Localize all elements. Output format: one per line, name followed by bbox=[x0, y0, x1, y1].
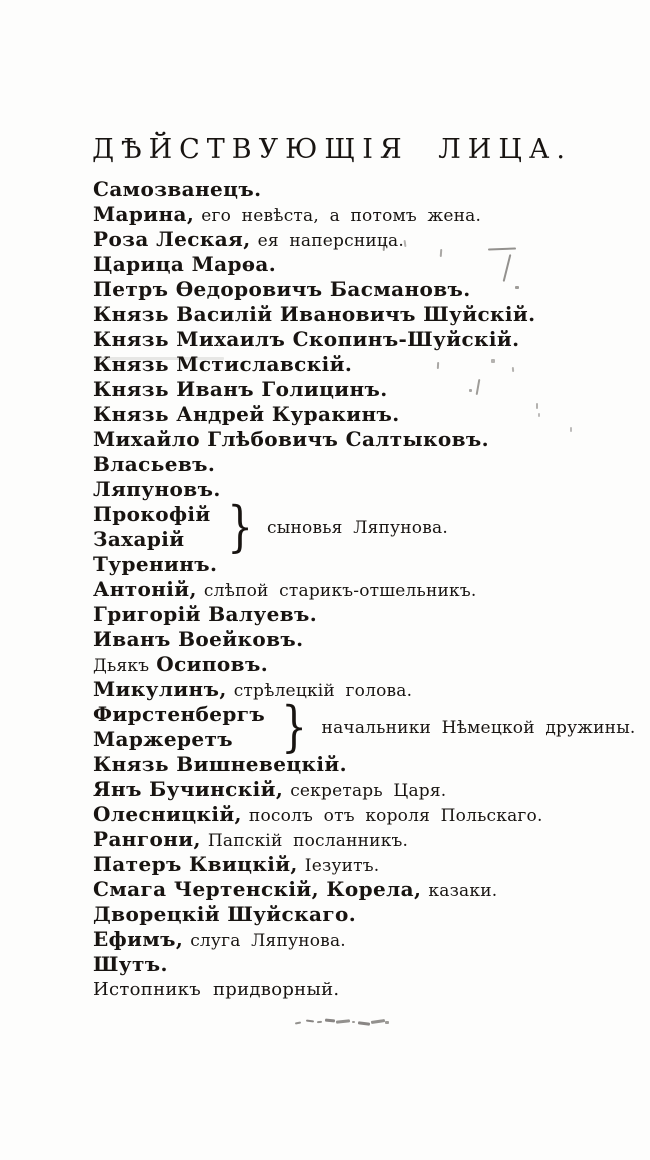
character-name: Григорій Валуевъ. bbox=[93, 602, 318, 626]
character-name: Антоній, bbox=[93, 577, 197, 601]
character-entry bbox=[93, 577, 613, 602]
character-desc: сыновья Ляпунова. bbox=[267, 518, 448, 538]
character-name: Князь Василій Ивановичъ Шуйскій. bbox=[93, 302, 536, 326]
character-entry bbox=[93, 302, 613, 327]
character-list bbox=[93, 177, 636, 1002]
character-name: Князь Иванъ Голицинъ. bbox=[93, 377, 388, 401]
character-name: Петръ Ѳедоровичъ Басмановъ. bbox=[93, 277, 471, 301]
character-desc: Папскій посланникъ. bbox=[207, 831, 409, 851]
character-desc: слуга Ляпунова. bbox=[190, 931, 346, 951]
scan-artifact bbox=[371, 1019, 385, 1024]
character-name: Истопникъ придворный. bbox=[93, 979, 340, 1000]
character-title-prefix: Дьякъ bbox=[93, 656, 150, 676]
character-name: Царица Марѳа. bbox=[93, 252, 277, 276]
character-entry bbox=[93, 377, 613, 402]
character-name: Янъ Бучинскій, bbox=[93, 777, 284, 801]
character-entry bbox=[93, 927, 613, 952]
character-entry bbox=[93, 327, 613, 352]
character-name: Олесницкій, bbox=[93, 802, 242, 826]
scan-artifact bbox=[336, 1019, 350, 1023]
group-brace: } bbox=[226, 495, 253, 558]
character-entry bbox=[93, 827, 613, 852]
scan-artifact bbox=[515, 286, 519, 289]
scan-artifact bbox=[94, 357, 224, 360]
scan-artifact bbox=[358, 1021, 370, 1025]
character-desc: Іезуитъ. bbox=[304, 856, 380, 876]
character-desc: секретарь Царя. bbox=[290, 781, 447, 801]
character-desc: ея наперсница. bbox=[257, 231, 404, 251]
character-group-names bbox=[93, 502, 211, 552]
character-entry bbox=[93, 402, 613, 427]
character-name: Иванъ Воейковъ. bbox=[93, 627, 304, 651]
scan-artifact bbox=[469, 389, 472, 392]
character-name: Ляпуновъ. bbox=[93, 477, 221, 501]
character-entry bbox=[93, 552, 613, 577]
scan-artifact bbox=[491, 359, 495, 363]
character-name: Осиповъ. bbox=[156, 652, 269, 676]
scan-artifact bbox=[437, 362, 439, 369]
character-name: Маржеретъ bbox=[93, 727, 234, 751]
scan-artifact bbox=[306, 1019, 314, 1022]
character-name: Шутъ. bbox=[93, 952, 168, 976]
character-name: Князь Андрей Куракинъ. bbox=[93, 402, 400, 426]
character-entry bbox=[93, 802, 613, 827]
character-entry bbox=[93, 677, 613, 702]
scan-artifact bbox=[385, 1021, 389, 1024]
character-entry bbox=[93, 627, 613, 652]
character-group-entry bbox=[93, 495, 613, 558]
character-entry bbox=[93, 952, 613, 977]
character-name: Князь Мстиславскій. bbox=[93, 352, 353, 376]
scan-artifact bbox=[538, 413, 540, 417]
character-group-entry bbox=[93, 695, 636, 758]
character-name: Дворецкій Шуйскаго. bbox=[93, 902, 357, 926]
character-desc: слѣпой старикъ-отшельникъ. bbox=[203, 581, 477, 601]
character-entry bbox=[93, 227, 613, 252]
character-name: Захарій bbox=[93, 527, 185, 551]
character-entry bbox=[93, 452, 613, 477]
character-name: Михайло Глѣбовичъ Салтыковъ. bbox=[93, 427, 490, 451]
character-entry bbox=[93, 202, 613, 227]
character-name: Фирстенбергъ bbox=[93, 702, 266, 726]
page-title: ДѢЙСТВУЮЩІЯ ЛИЦА. bbox=[92, 134, 572, 165]
character-name: Власьевъ. bbox=[93, 452, 216, 476]
character-entry bbox=[93, 277, 613, 302]
character-name: Князь Вишневецкій. bbox=[93, 752, 347, 776]
scan-artifact bbox=[325, 1018, 335, 1022]
character-entry bbox=[93, 777, 613, 802]
character-desc: казаки. bbox=[428, 881, 498, 901]
character-entry bbox=[93, 652, 613, 677]
character-group-names bbox=[93, 702, 265, 752]
character-name: Ефимъ, bbox=[93, 927, 184, 951]
character-desc: посолъ отъ короля Польскаго. bbox=[248, 806, 543, 826]
character-name: Туренинъ. bbox=[93, 552, 218, 576]
character-entry bbox=[93, 977, 613, 1002]
character-name: Рангони, bbox=[93, 827, 201, 851]
scan-artifact bbox=[570, 427, 572, 432]
character-desc: его невѣста, а потомъ жена. bbox=[201, 206, 482, 226]
character-name: Роза Леская, bbox=[93, 227, 251, 251]
character-name: Марина, bbox=[93, 202, 195, 226]
character-entry bbox=[93, 602, 613, 627]
character-name: Самозванецъ. bbox=[93, 177, 262, 201]
scan-artifact bbox=[352, 1021, 355, 1023]
character-entry bbox=[93, 852, 613, 877]
character-entry bbox=[93, 877, 613, 902]
character-entry bbox=[93, 427, 613, 452]
character-entry bbox=[93, 252, 613, 277]
scan-artifact bbox=[512, 367, 514, 372]
scan-artifact bbox=[317, 1021, 322, 1023]
character-name: Патеръ Квицкій, bbox=[93, 852, 298, 876]
character-desc: стрѣлецкій голова. bbox=[233, 681, 413, 701]
scan-artifact bbox=[536, 403, 538, 409]
character-entry bbox=[93, 752, 613, 777]
character-entry bbox=[93, 902, 613, 927]
scan-artifact bbox=[295, 1021, 301, 1024]
character-entry bbox=[93, 177, 613, 202]
character-name: Прокофій bbox=[93, 502, 211, 526]
character-name: Смага Чертенскій, Корела, bbox=[93, 877, 422, 901]
character-name: Микулинъ, bbox=[93, 677, 227, 701]
character-desc: начальники Нѣмецкой дружины. bbox=[321, 718, 636, 738]
character-name: Князь Михаилъ Скопинъ-Шуйскій. bbox=[93, 327, 520, 351]
character-entry bbox=[93, 477, 613, 502]
character-entry bbox=[93, 352, 613, 377]
group-brace: } bbox=[281, 695, 308, 758]
